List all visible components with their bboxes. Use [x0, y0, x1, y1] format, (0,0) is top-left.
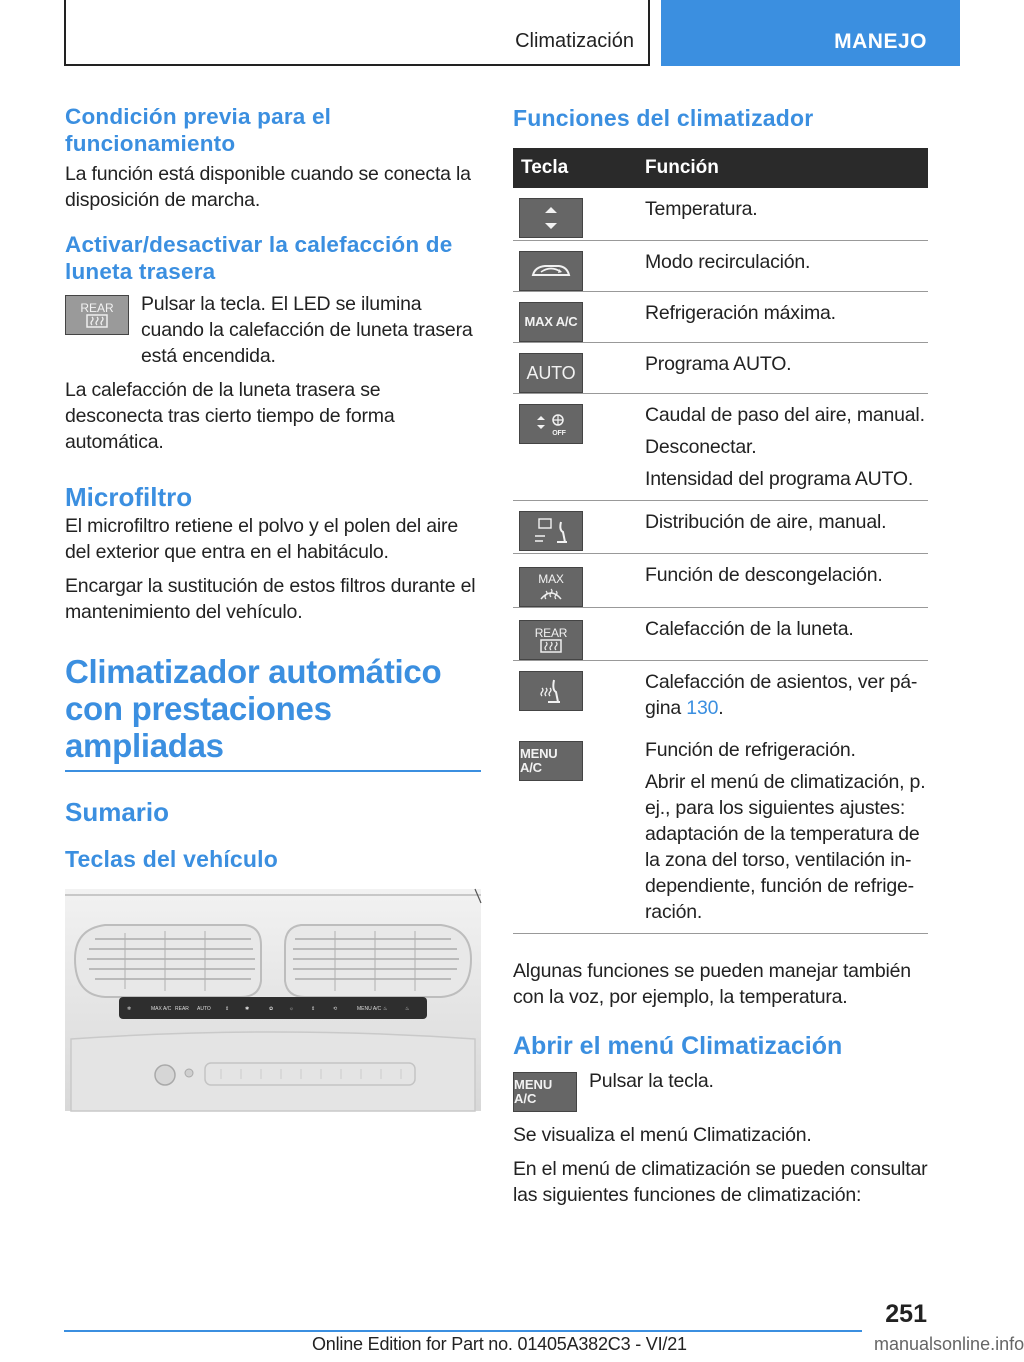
para-luneta-2: La calefacción de la luneta trasera se desconecta tras cierto tiempo de forma automática. — [65, 379, 395, 453]
page-130-link[interactable]: 130 — [686, 697, 719, 719]
table-row: MENU A/C Función de refrigeración. Abrir el menú de climatización, p. ej., para los siguientes ajustes: adaptación de la temperatura de la zona del torso, ventilación in-dependiente, función de refrige-ración. — [513, 729, 928, 934]
rear-defrost-key-icon: REAR — [65, 295, 129, 335]
left-column — [65, 103, 481, 1111]
heading-rule — [65, 770, 481, 772]
auto-key-icon: AUTO — [519, 353, 583, 393]
defrost-lines-icon — [84, 314, 110, 328]
svg-text:✱: ✱ — [245, 1006, 250, 1012]
col-funcion: Función — [637, 148, 928, 188]
table-row: AUTO Programa AUTO. — [513, 343, 928, 394]
edition-text: Online Edition for Part no. 01405A382C3 - VI/21 — [312, 1334, 687, 1354]
svg-text:♨: ♨ — [383, 1006, 388, 1012]
svg-text:✿: ✿ — [269, 1006, 274, 1012]
heading-abrir: Abrir el menú Climatización — [513, 1032, 843, 1060]
rear-defrost-icon: REAR — [519, 620, 583, 660]
col-tecla: Tecla — [513, 148, 637, 188]
heading-luneta: Activar/desactivar la calefacción de luneta trasera — [65, 232, 453, 284]
para-micro-1: El microfiltro retiene el polvo y el polen del aire del exterior que entra en el habitáculo. — [65, 515, 458, 563]
section-title: Climatización — [515, 30, 634, 52]
page-number: 251 — [885, 1300, 927, 1328]
para-visualiza: Se visualiza el menú Climatización. — [513, 1124, 812, 1146]
para-voz: Algunas funciones se pueden manejar también con la voz, por ejemplo, la temperatura. — [513, 960, 911, 1008]
heading-teclas: Teclas del vehículo — [65, 846, 279, 872]
table-row: MAX Función de descongelación. — [513, 554, 928, 608]
temperature-arrows-icon — [519, 198, 583, 238]
max-ac-key-icon: MAX A/C — [519, 302, 583, 342]
air-distribution-icon — [519, 511, 583, 551]
heading-sumario: Sumario — [65, 797, 170, 827]
watermark: manualsonline.info — [874, 1334, 1024, 1354]
table-row: REAR Calefacción de la luneta. — [513, 608, 928, 661]
luneta-row — [65, 293, 481, 369]
svg-text:⇕: ⇕ — [311, 1006, 316, 1012]
svg-text:♨: ♨ — [405, 1006, 410, 1012]
table-row: Calefacción de asientos, ver pá-gina 130. — [513, 661, 928, 730]
para-pulsar: Pulsar la tecla. — [589, 1070, 714, 1092]
table-row: MAX A/C Refrigeración máxima. — [513, 292, 928, 343]
heading-microfiltro: Microfiltro — [65, 482, 193, 512]
dashboard-illustration — [65, 889, 481, 1111]
para-condicion: La función está disponible cuando se conecta la disposición de marcha. — [65, 163, 471, 211]
svg-text:❄: ❄ — [127, 1006, 132, 1012]
dashboard-photo — [65, 889, 481, 1111]
heading-funciones: Funciones del climatizador — [513, 105, 814, 131]
svg-text:REAR: REAR — [175, 1006, 189, 1012]
recirculation-icon — [519, 251, 583, 291]
menu-ac-key-icon: MENU A/C — [519, 741, 583, 781]
abrir-row — [513, 1070, 928, 1112]
functions-table — [513, 148, 928, 934]
table-row: Temperatura. — [513, 188, 928, 241]
fan-off-icon: OFF — [519, 404, 583, 444]
header-box — [64, 0, 650, 66]
para-micro-2: Encargar la sustitución de estos filtros durante el mantenimiento del vehículo. — [65, 575, 476, 623]
para-consultar: En el menú de climatización se pueden consultar las siguientes funciones de climatización: — [513, 1158, 928, 1206]
svg-text:⟲: ⟲ — [333, 1006, 338, 1012]
table-row: Modo recirculación. — [513, 241, 928, 292]
seat-heating-icon — [519, 671, 583, 711]
table-header-row — [513, 148, 928, 188]
svg-text:AUTO: AUTO — [197, 1006, 211, 1012]
svg-text:MENU A/C: MENU A/C — [357, 1006, 382, 1012]
table-row: Distribución de aire, manual. — [513, 501, 928, 554]
chapter-tab[interactable] — [661, 0, 960, 66]
right-column — [513, 103, 928, 1208]
svg-text:☼: ☼ — [289, 1006, 294, 1012]
svg-text:MAX A/C: MAX A/C — [151, 1006, 172, 1012]
footer-rule — [64, 1330, 862, 1332]
table-row: OFF Caudal de paso del aire, manual. Desconectar. Intensidad del programa AUTO. — [513, 394, 928, 501]
para-luneta-1: Pulsar la tecla. El LED se ilumina cuando la calefacción de luneta trasera está encendida. — [141, 293, 473, 367]
heading-main: Climatizador automático con prestaciones ampliadas — [65, 653, 442, 764]
max-defrost-icon: MAX — [519, 567, 583, 607]
svg-text:⇕: ⇕ — [225, 1006, 230, 1012]
chapter-label: MANEJO — [834, 30, 927, 53]
menu-ac-button-icon: MENU A/C — [513, 1072, 577, 1112]
heading-condicion: Condición previa para el funcionamiento — [65, 104, 332, 156]
